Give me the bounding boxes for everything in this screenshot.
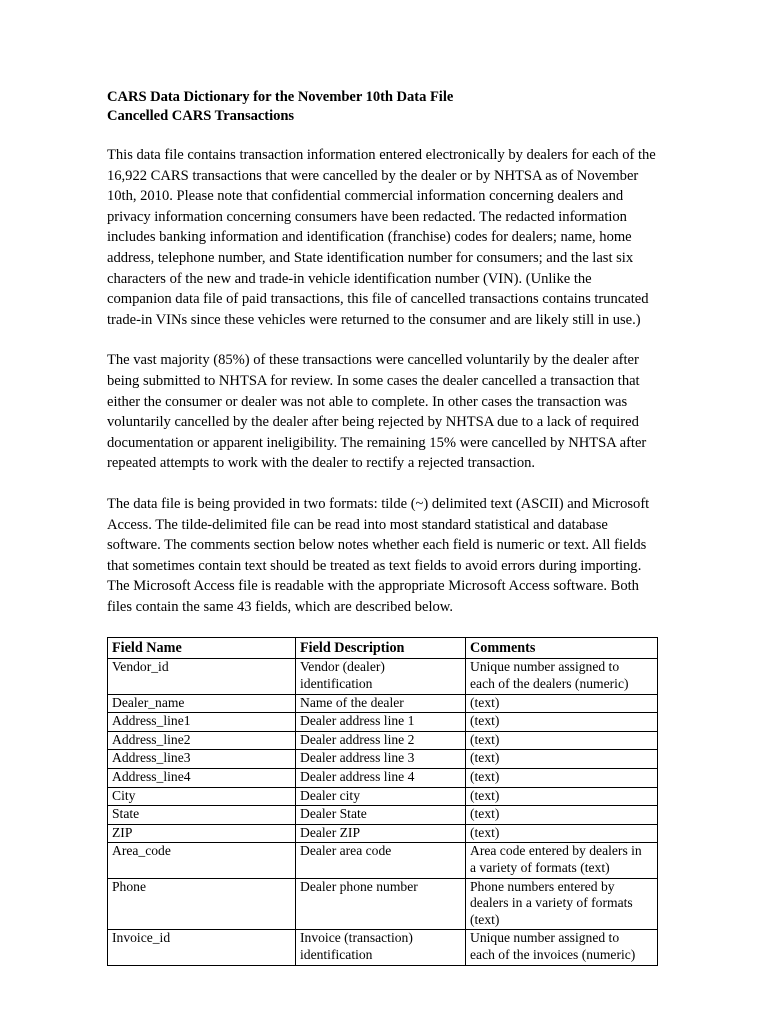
- cell-field-description: [296, 713, 466, 732]
- table-row: [108, 930, 658, 965]
- cell-text-line: Phone numbers entered by: [470, 878, 615, 894]
- cell-field-description: [296, 769, 466, 788]
- cell-comments: [466, 806, 658, 825]
- table-body: [108, 659, 658, 965]
- cell-text-line: identification: [300, 946, 373, 962]
- cell-comments: [466, 750, 658, 769]
- cell-text-line: Dealer ZIP: [300, 824, 361, 840]
- cell-field-description: [296, 787, 466, 806]
- page-title-line-1: CARS Data Dictionary for the November 10th Data File: [107, 89, 454, 105]
- cell-text-line: Dealer address line 2: [300, 731, 415, 747]
- cell-text-line: identification: [300, 676, 373, 692]
- data-dictionary-table: [107, 637, 658, 965]
- table-header: [108, 638, 658, 659]
- cell-field-name: Area_code: [108, 843, 296, 878]
- table-row: [108, 731, 658, 750]
- cell-text-line: Dealer address line 1: [300, 713, 415, 729]
- cell-field-name: Invoice_id: [108, 930, 296, 965]
- page-title: [107, 88, 657, 125]
- table-row: [108, 878, 658, 930]
- cell-field-name: Vendor_id: [108, 659, 296, 694]
- cell-comments: [466, 769, 658, 788]
- cell-text-line: (text): [470, 750, 500, 766]
- cell-field-description: [296, 750, 466, 769]
- cell-text-line: Dealer State: [300, 806, 367, 822]
- cell-text-line: Dealer address line 4: [300, 769, 415, 785]
- cell-text-line: each of the invoices (numeric): [470, 946, 636, 962]
- spacer-paragraph-table: [107, 617, 657, 637]
- cell-text-line: (text): [470, 911, 500, 927]
- cell-comments: [466, 713, 658, 732]
- cell-field-name: Phone: [108, 878, 296, 930]
- cell-comments: [466, 824, 658, 843]
- table-row: [108, 769, 658, 788]
- cell-field-name: Address_line2: [108, 731, 296, 750]
- cell-text-line: Dealer city: [300, 787, 361, 803]
- cell-text-line: (text): [470, 694, 500, 710]
- cell-text-line: (text): [470, 769, 500, 785]
- spacer-paragraph-1: [107, 330, 657, 350]
- cell-text-line: (text): [470, 731, 500, 747]
- cell-comments: [466, 659, 658, 694]
- cell-comments: [466, 694, 658, 713]
- cell-field-name: Address_line3: [108, 750, 296, 769]
- cell-comments: [466, 843, 658, 878]
- spacer-title-paragraph: [107, 125, 657, 145]
- cell-text-line: Dealer area code: [300, 843, 392, 859]
- cell-field-description: [296, 930, 466, 965]
- cell-text-line: Unique number assigned to: [470, 659, 620, 675]
- cell-text-line: each of the dealers (numeric): [470, 676, 629, 692]
- cell-comments: [466, 878, 658, 930]
- cell-text-line: Vendor (dealer): [300, 659, 385, 675]
- page-title-line-2: Cancelled CARS Transactions: [107, 107, 295, 124]
- cell-text-line: Dealer phone number: [300, 878, 418, 894]
- table-header-row: [108, 638, 658, 659]
- cell-text-line: Unique number assigned to: [470, 930, 620, 946]
- cell-text-line: Invoice (transaction): [300, 930, 413, 946]
- column-header-comments: Comments: [466, 638, 658, 659]
- table-row: [108, 750, 658, 769]
- paragraph-cancellation-reasons: The vast majority (85%) of these transactions were cancelled voluntarily by the dealer after being submitted to NHTSA for review. In some cases the dealer cancelled a transaction that either the consumer or dealer was not able to complete. In other cases the transaction was voluntarily cancelled by the dealer after being rejected by NHTSA due to a lack of required documentation or apparent ineligibility. The remaining 15% were cancelled by NHTSA after repeated attempts to work with the dealer to rectify a rejected transaction.: [107, 352, 647, 472]
- cell-text-line: (text): [470, 787, 500, 803]
- cell-text-line: dealers in a variety of formats: [470, 895, 633, 911]
- cell-field-description: [296, 806, 466, 825]
- cell-field-description: [296, 659, 466, 694]
- cell-field-description: [296, 824, 466, 843]
- cell-comments: [466, 787, 658, 806]
- cell-text-line: Area code entered by dealers in: [470, 843, 642, 859]
- paragraph-file-formats: The data file is being provided in two formats: tilde (~) delimited text (ASCII) and Microsoft Access. The tilde-delimited file can be read into most standard statistical and database software. The comments section below notes whether each field is numeric or text. All fields that sometimes contain text should be treated as text fields to avoid errors during importing. The Microsoft Access file is readable with the appropriate Microsoft Access software. Both files contain the same 43 fields, which are described below.: [107, 495, 650, 615]
- cell-field-name: ZIP: [108, 824, 296, 843]
- table-row: [108, 659, 658, 694]
- cell-field-description: [296, 878, 466, 930]
- cell-text-line: a variety of formats (text): [470, 860, 610, 875]
- cell-comments: [466, 930, 658, 965]
- cell-field-name: City: [108, 787, 296, 806]
- cell-field-description: [296, 731, 466, 750]
- cell-field-name: Address_line1: [108, 713, 296, 732]
- cell-comments: [466, 731, 658, 750]
- column-header-field-name: Field Name: [108, 638, 296, 659]
- paragraph-intro: This data file contains transaction information entered electronically by dealers for each of the 16,922 CARS transactions that were cancelled by the dealer or by NHTSA as of November 10th, 2010. Please note that confidential commercial information concerning dealers and privacy information concerning consumers have been redacted. The redacted information includes banking information and identification (franchise) codes for dealers; name, home address, telephone number, and State identification number for consumers; and the last six characters of the new and trade-in vehicle identification number (VIN). (Unlike the companion data file of paid transactions, this file of cancelled transactions contains truncated trade-in VINs since these vehicles were returned to the consumer and are likely still in use.): [107, 147, 656, 328]
- cell-text-line: (text): [470, 806, 500, 822]
- spacer-paragraph-2: [107, 474, 657, 494]
- cell-field-name: State: [108, 806, 296, 825]
- cell-field-name: Address_line4: [108, 769, 296, 788]
- page-content: [107, 88, 657, 966]
- table-row: [108, 806, 658, 825]
- table-row: [108, 824, 658, 843]
- cell-text-line: (text): [470, 824, 500, 840]
- table-row: [108, 694, 658, 713]
- table-row: [108, 843, 658, 878]
- column-header-field-description: Field Description: [296, 638, 466, 659]
- cell-text-line: (text): [470, 713, 500, 729]
- table-row: [108, 787, 658, 806]
- cell-field-description: [296, 843, 466, 878]
- table-row: [108, 713, 658, 732]
- cell-field-description: [296, 694, 466, 713]
- cell-text-line: Name of the dealer: [300, 694, 404, 710]
- cell-text-line: Dealer address line 3: [300, 750, 415, 766]
- cell-field-name: Dealer_name: [108, 694, 296, 713]
